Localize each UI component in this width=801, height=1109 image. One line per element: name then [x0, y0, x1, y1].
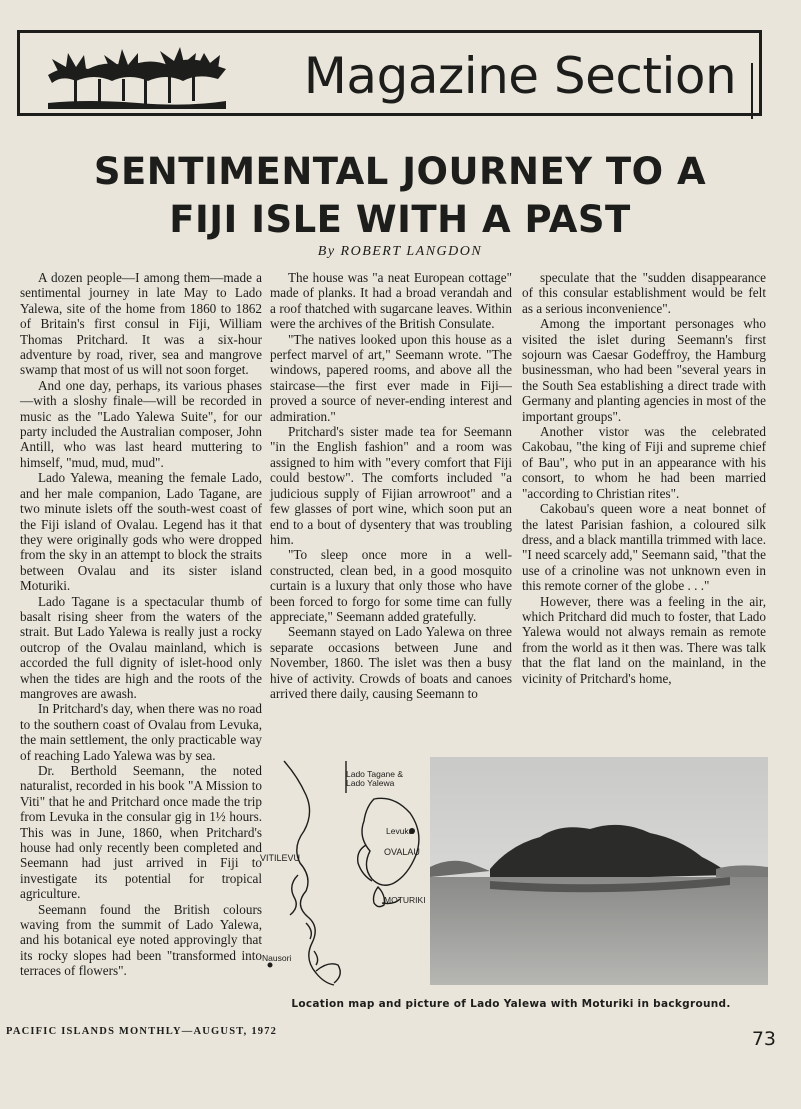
paragraph: And one day, perhaps, its various phases—with a sloshy finale—will be recorded in music as the "Lado Yalewa Suite", for our party included the Australian composer, John Antill, who was last heard muttering to himself, "mud, mud, mud". [20, 377, 262, 470]
paragraph: A dozen people—I among them—made a sentimental journey in late May to Lado Yalewa, site of the home from 1860 to 1862 of Britain's first consul in Fiji, William Thomas Pritchard. It was a six-hour adventure by road, river, sea and mangrove swamp that most of us will not soon forget. [20, 270, 262, 378]
paragraph: Cakobau's queen wore a neat bonnet of the latest Parisian fashion, a coloured silk dress, and a black mantilla trimmed with lace. "I need scarcely add," Seemann said, "that the use of a crinoline was not unknown even in this remote corner of the globe . . ." [522, 501, 766, 594]
location-map [254, 755, 430, 987]
map-label-lado: Lado Tagane & [346, 769, 404, 779]
map-label-lado-yalewa: Lado Yalewa [346, 778, 395, 788]
palm-trees-icon [48, 45, 226, 109]
article-column-2 [270, 270, 512, 750]
paragraph: In Pritchard's day, when there was no road to the southern coast of Ovalau from Levuka, the main settlement, the only practicable way of reaching Lado Yalewa was by sea. [20, 701, 262, 763]
paragraph: Lado Yalewa, meaning the female Lado, and her male companion, Lado Tagane, are two minute islets off the south-west coast of the Fiji island of Ovalau. Legend has it that they were originally gods who were dropped from the sky in an attempt to block the straits between Ovalau and its sister island Moturiki. [20, 470, 262, 594]
paragraph: Lado Tagane is a spectacular thumb of basalt rising sheer from the waters of the strait. But Lado Yalewa is really just a rocky outcrop of the Ovalau mainland, which is accorded the full dignity of islet-hood only when the tides are high and the roots of the mangroves are awash. [20, 593, 262, 701]
article-column-1 [20, 270, 262, 1010]
figure-caption: Location map and picture of Lado Yalewa with Moturiki in background. [291, 998, 731, 1010]
section-title: Magazine Section [303, 47, 737, 105]
article-figure [254, 755, 768, 987]
paragraph: Seemann stayed on Lado Yalewa on three separate occasions between June and November, 1860. The islet was then a busy hive of activity. Crowds of boats and canoes arrived there daily, causing Seemann to [270, 624, 512, 701]
paragraph: Dr. Berthold Seemann, the noted naturalist, recorded in his book "A Mission to Viti" that he and Pritchard once made the trip from Levuka in the consular gig in 1½ hours. This was in June, 1860, when Pritchard's house had only recently been completed and Seemann had just arrived in Fiji to investigate its potential for tropical agriculture. [20, 763, 262, 902]
paragraph: speculate that the "sudden disappearance of this consular establishment would be felt as a serious inconvenience". [522, 270, 766, 316]
paragraph: Another vistor was the celebrated Cakobau, "the king of Fiji and supreme chief of Bau", who put in an appearance with his consort, to whom he had been married "according to Christian rites". [522, 424, 766, 501]
article-byline: By ROBERT LANGDON [317, 244, 483, 259]
lado-yalewa-photo [430, 757, 768, 985]
publication-footer: PACIFIC ISLANDS MONTHLY—AUGUST, 1972 [6, 1026, 278, 1037]
paragraph: Seemann found the British colours waving from the summit of Lado Yalewa, and his botanical eye noted approvingly that its rocky slopes had been "transformed into terraces of flowers". [20, 901, 262, 979]
headline-line-2: FIJI ISLE WITH A PAST [169, 198, 631, 241]
map-label-vitilevu: VITILEVU [260, 853, 301, 863]
map-label-levuka: Levuka [386, 826, 414, 836]
map-label-ovalau: OVALAU [384, 847, 420, 857]
headline-line-1: SENTIMENTAL JOURNEY TO A [93, 150, 707, 193]
map-label-nausori: Nausori [262, 953, 292, 963]
paragraph: Pritchard's sister made tea for Seemann "in the English fashion" and a room was assigned to him with "every comfort that Fiji could bestow". The comforts included "a judicious supply of Fijian arrowroot" and a few glasses of port wine, which soon put an end to a bout of dysentery that was troubling him. [270, 424, 512, 547]
paragraph: "To sleep once more in a well-constructed, clean bed, in a good mosquito curtain is a luxury that only those who have been forced to forgo for some time can fully appreciate," Seemann added gratefully. [270, 547, 512, 624]
article-headline [40, 148, 760, 244]
section-header [17, 30, 762, 116]
paragraph: The house was "a neat European cottage" made of planks. It had a broad verandah and a roof thatched with sugarcane leaves. Within were the archives of the British Consulate. [270, 270, 512, 332]
map-label-moturiki: MOTURIKI [384, 895, 426, 905]
paragraph: Among the important personages who visited the islet during Seemann's first sojourn was Caesar Godeffroy, the Hamburg businessman, who had been "several years in the South Sea establishing a direct trade with Germany and planting agencies in most of the important groups". [522, 316, 766, 424]
article-column-3 [522, 270, 766, 750]
paragraph: However, there was a feeling in the air, which Pritchard did much to foster, that Lado Yalewa would not always remain as remote from the world as it then was. There was talk that the flat land on the mainland, in the vicinity of Pritchard's home, [522, 593, 766, 686]
paragraph: "The natives looked upon this house as a perfect marvel of art," Seemann wrote. "The windows, papered rooms, and above all the staircase—the first ever made in Fiji—proved a source of never-ending interest and admiration." [270, 331, 512, 424]
page-number: 73 [751, 1028, 776, 1050]
